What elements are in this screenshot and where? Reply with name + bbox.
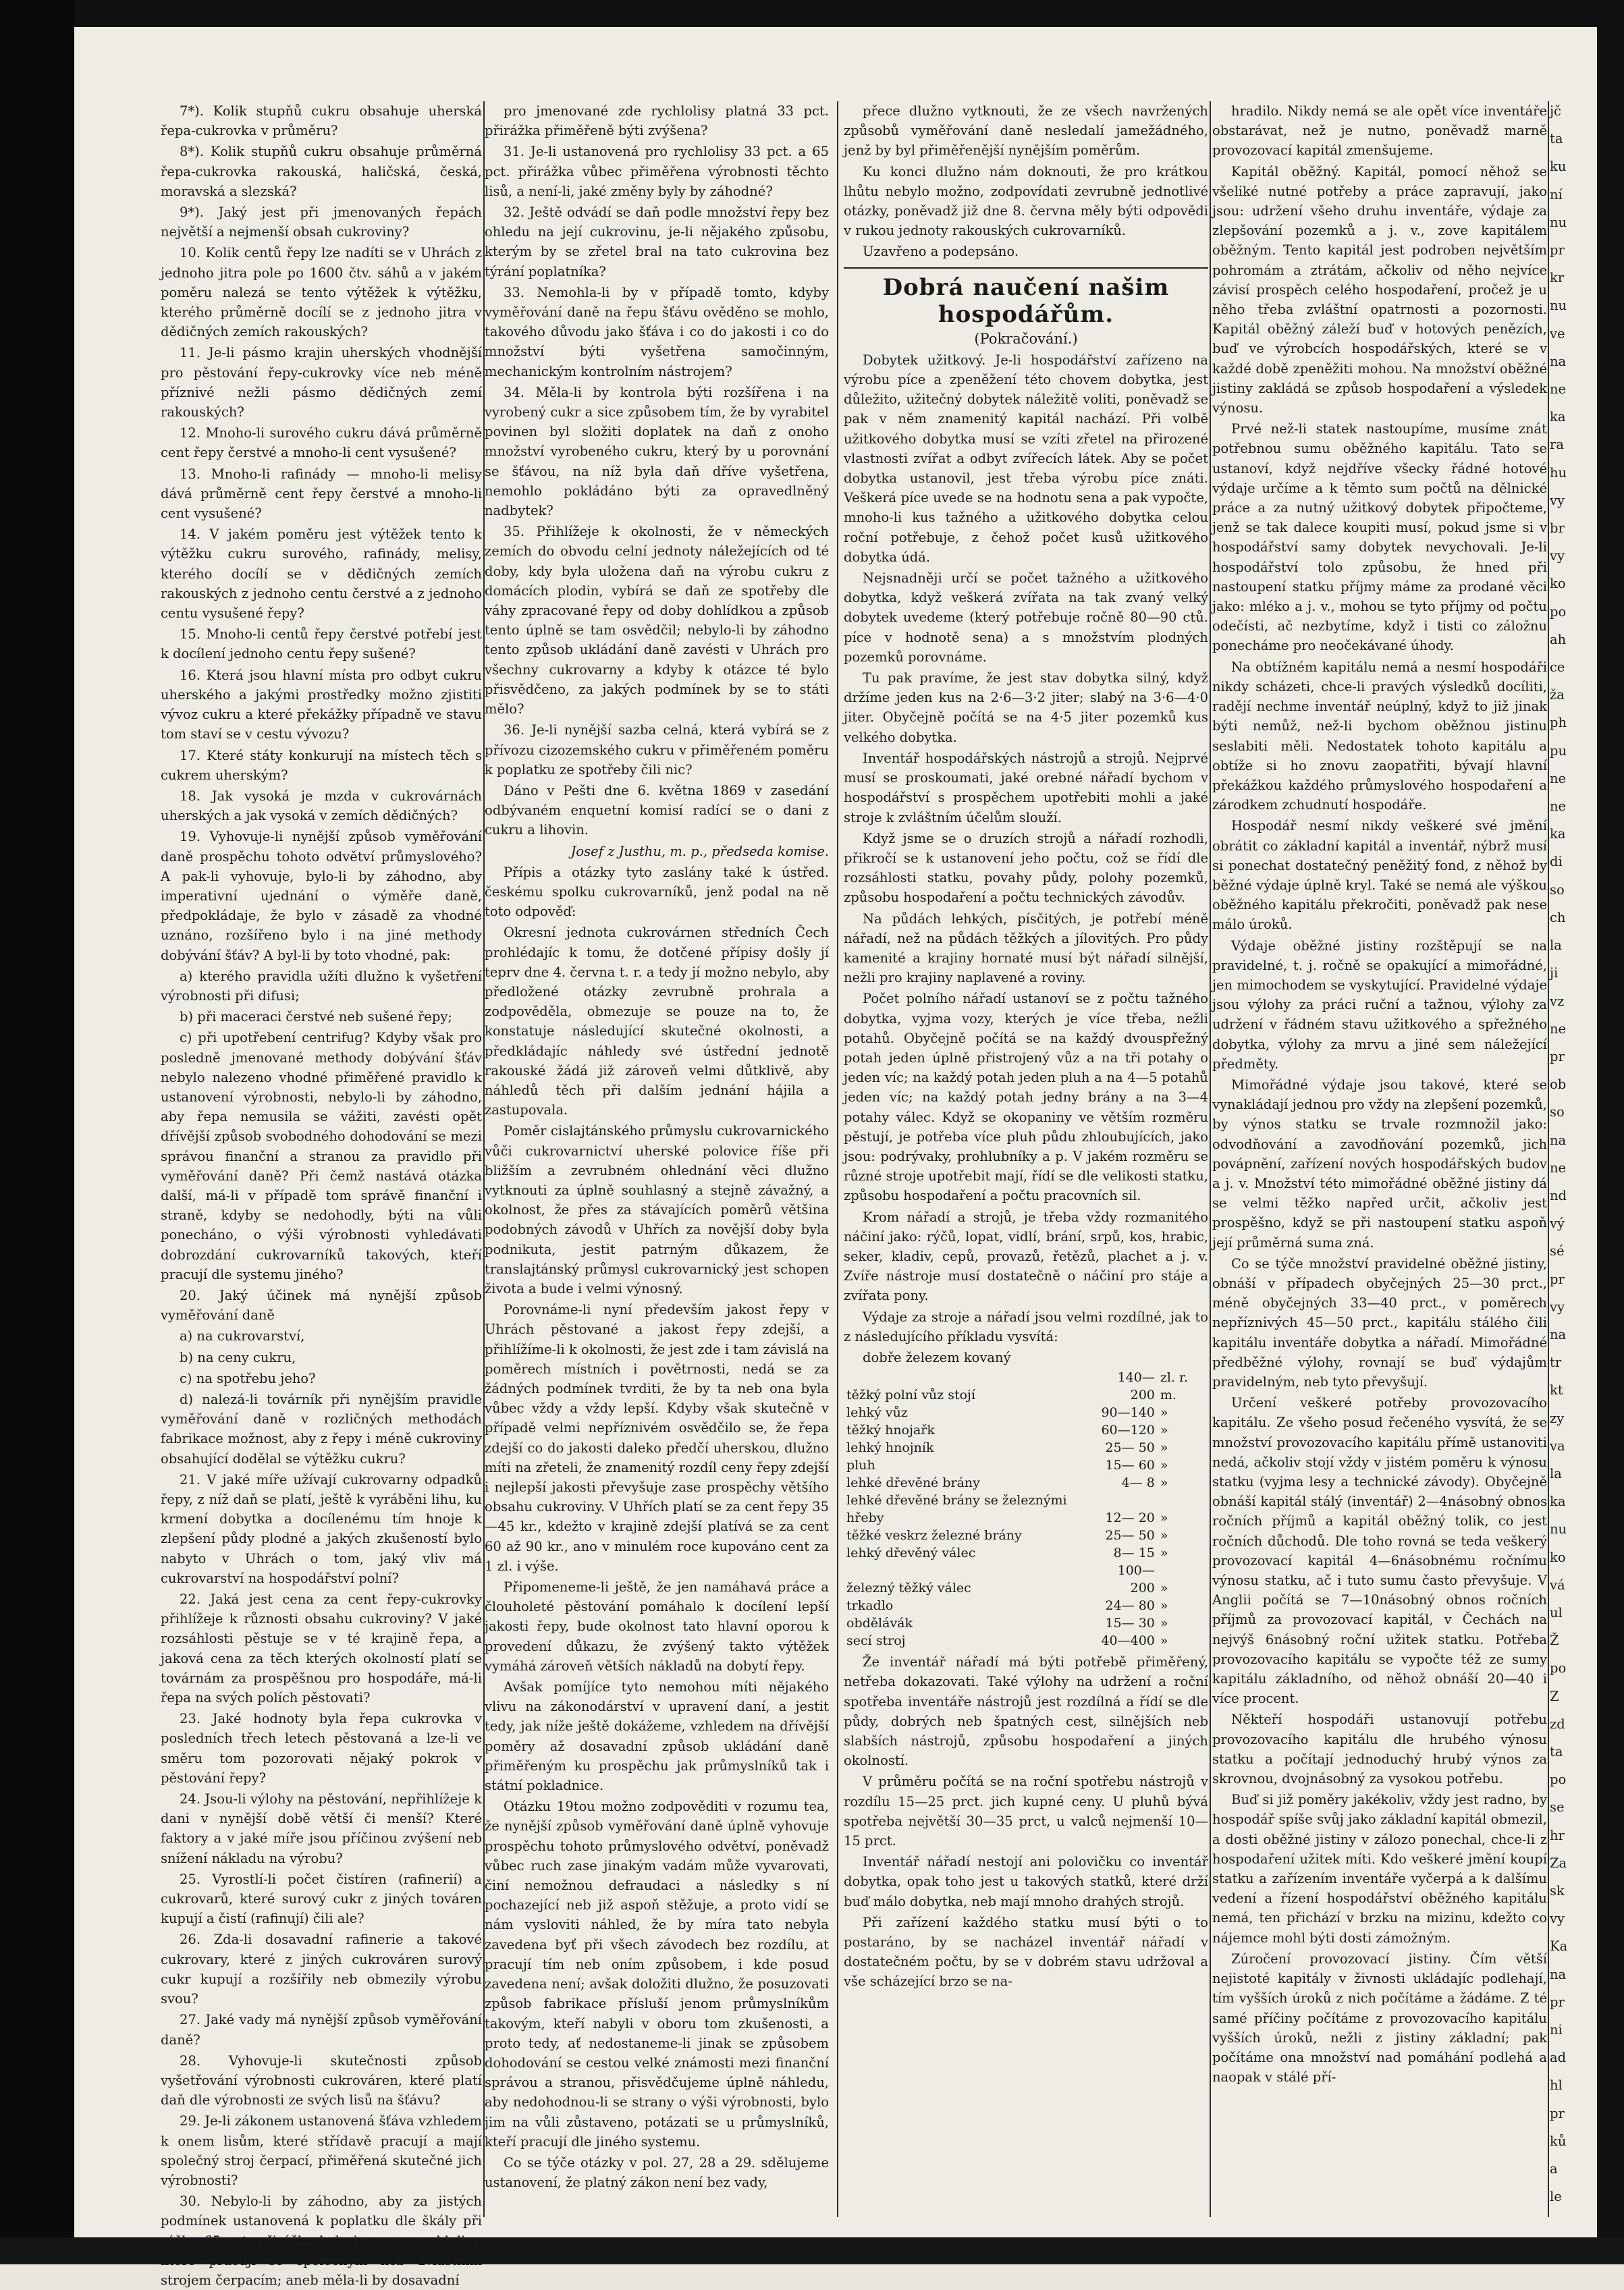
paragraph: a [1550, 2161, 1558, 2177]
paragraph: po [1550, 1660, 1567, 1676]
paragraph: 19. Vyhovuje-li nynější způsob vyměřování daně prospěchu tohoto odvětví průmyslového? A pak-li vyhovuje, bylo-li by záhodno, aby imperativní ujednání o výměře daně, předpokládaje, že bylo v zásadě za vhodné uznáno, rozšířeno bylo i na jiné methody dobývání šťáv? A byl-li by toto vhodné, pak: [161, 829, 482, 963]
paragraph: Hospodář nesmí nikdy veškeré své jmění obrátit co základní kapitál a inventář, nýbrž musí si ponechat dostatečný peněžitý fond, z něhož by běžné výdaje úplně kryl. Také se nemá ale výškou oběžného kapitálu překročiti, poněvadž pak nese málo úroků. [1212, 818, 1547, 933]
tool-price: 24— 80 [1105, 1598, 1155, 1614]
paragraph: ra [1550, 437, 1564, 453]
column-rule-4 [1548, 101, 1549, 2217]
paragraph: ka [1550, 826, 1566, 842]
paragraph: le [1550, 2189, 1562, 2205]
paragraph: pro jmenované zde rychlolisy platná 33 pct. přirážka přiměřeně býti zvýšena? [485, 103, 829, 139]
paragraph: Inventář hospodářských nástrojů a strojů. Nejprvé musí se proskoumati, jaké orebné nářadí bychom v hospodářství s prospěchem upotřebiti mohli a jaké stroje k zvláštním účelům slouží. [844, 750, 1208, 825]
paragraph: 29. Je-li zákonem ustanovená šťáva vzhledem k onem lisům, které střídavě pracují a mají společný stroj čerpací, přiměřená skutečné jich výrobnosti? [161, 2113, 482, 2188]
column-4 [1212, 101, 1547, 2217]
paragraph: hl [1550, 2077, 1563, 2094]
column-5-fragment [1550, 101, 1597, 2217]
paragraph: pr [1550, 242, 1565, 258]
paragraph: 20. Jaký účinek má nynější způsob vyměřování daně [161, 1287, 482, 1324]
tool-unit: » [1160, 1528, 1168, 1544]
paragraph: ža [1550, 687, 1565, 703]
tool-unit: » [1160, 1423, 1168, 1438]
tool-price: 15— 30 [1105, 1616, 1155, 1631]
paragraph: sk [1550, 1883, 1565, 1899]
paragraph: pu [1550, 742, 1567, 759]
tool-price-row [844, 1474, 1208, 1492]
tool-name: lehké dřevěné brány [846, 1475, 980, 1491]
paragraph: vy [1550, 548, 1565, 564]
paragraph: 16. Která jsou hlavní místa pro odbyt cukru uherského a jakými prostředky možno zjistiti vývoz cukru a které překážky případně ve stavu tom staví se v cestu vývozu? [161, 667, 482, 742]
paragraph: 15. Mnoho-li centů řepy čerstvé potřebí jest k docílení jednoho centu řepy sušené? [161, 626, 482, 662]
paragraph: ul [1550, 1604, 1563, 1620]
paragraph: c) při upotřebení centrifug? Kdyby však pro posledně jmenované methody dobývání šťáv nebylo nalezeno vhodné přiměřené pravidlo k ustanovení výrobnosti, nebylo-li by záhodno, aby řepa nemusila se vážiti, zavésti opět dřívější způsob svobodného dohodování se mezi správou finanční a stranou za pravidlo při vyměřování daně? Při čemž nastává otázka další, má-li v případě tom správě finanční i straně, kdyby se nedohodly, býti na vůli ponecháno, o výši výrobnosti vyhledávati dobrozdání cukrovarníků takových, kteří pracují dle systemu jiného? [161, 1030, 482, 1282]
scan-border-right [1597, 0, 1624, 2264]
paragraph: 21. V jaké míře užívají cukrovarny odpadků řepy, z níž daň se platí, ještě k vyráběni lihu, ku krmení dobytka a docílenému tím hnoje k zlepšení půdy plodné a jakých zkušeností bylo nabyto v Uhrách o tom, jaký vliv má cukrovarství na hospodářství polní? [161, 1471, 482, 1586]
column-3 [844, 101, 1208, 2217]
tool-price-row [844, 1492, 1208, 1527]
paragraph: na [1550, 1326, 1567, 1342]
paragraph: 28. Vyhovuje-li skutečnosti způsob vyšetřování výrobnosti cukrováren, které platí daň dle výrobnosti ze svých lisů na šťávu? [161, 2052, 482, 2108]
paragraph: kr [1550, 270, 1565, 286]
paragraph: vy [1550, 492, 1565, 508]
paragraph: ta [1550, 1743, 1563, 1760]
paragraph: pr [1550, 1994, 1565, 2010]
paragraph: ad [1550, 2050, 1567, 2066]
paragraph: Ku konci dlužno nám doknouti, že pro krátkou lhůtu nebylo možno, zodpovídati zevrubně jednotlivé otázky, poněvadž již dne 8. června měly býti odpovědi v rukou jednoty rakouských cukrovarníků. [844, 163, 1208, 239]
tool-price-row [844, 1562, 1208, 1597]
paragraph: 7*). Kolik stupňů cukru obsahuje uherská řepa-cukrovka v průměru? [161, 103, 482, 139]
column-1 [161, 101, 482, 2288]
paragraph: hu [1550, 464, 1567, 481]
paragraph: po [1550, 1772, 1567, 1788]
paragraph: 35. Přihlížeje k okolnosti, že v německých zemích do obvodu celní jednoty náležejících od té doby, kdy byla uložena daň na výrobu cukru z domácích plodin, vybírá se daň ze spotřeby dle váhy zpracované řepy od doby dohlídkou a způsob tento úplně se tam osvědčil; nebylo-li by záhodno tento způsob ukládání daně zavésti v Uhrách pro všechny cukrovarny a kdyby k otázce té bylo přisvědčeno, za jakých podmínek by se to státi mělo? [485, 524, 829, 717]
tool-price: 8— 15 [1113, 1546, 1155, 1561]
paragraph: 17. Které státy konkurují na místech těch s cukrem uherským? [161, 747, 482, 783]
tool-unit: » [1160, 1405, 1168, 1421]
paragraph: přece dlužno vytknouti, že ze všech navržených způsobů vyměřování daně nesledalí jamežádného, jenž by byl přiměřenější nynějším poměrům. [844, 103, 1208, 159]
paragraph: ní [1550, 186, 1563, 202]
tool-unit: » [1160, 1581, 1168, 1596]
tool-price-row [844, 1439, 1208, 1456]
tool-price-row [844, 1421, 1208, 1439]
paragraph: ph [1550, 715, 1567, 731]
paragraph: 11. Je-li pásmo krajin uherských vhodnější pro pěstování řepy-cukrovky více neb méně příznivé nežli pásmo dědičných zemí rakouských? [161, 345, 482, 420]
paragraph: ka [1550, 1494, 1566, 1510]
paragraph: ob [1550, 1076, 1567, 1093]
tool-name: obdělávák [846, 1616, 913, 1631]
paragraph: V průměru počítá se na roční spotřebu nástrojů v rozdílu 15—25 prct. jich kupné ceny. U pluhů bývá spotřeba největší 30—35 prct, u valců nejmenší 10—15 prct. [844, 1774, 1208, 1849]
tool-price-row [844, 1527, 1208, 1544]
paragraph: 8*). Kolik stupňů cukru obsahuje průměrná řepa-cukrovka rakouská, haličská, česká, moravská a slezská? [161, 144, 482, 199]
tool-price: 12— 20 [1105, 1510, 1155, 1526]
signature: Josef z Justhu, m. p., předseda komise. [570, 843, 829, 859]
paragraph: po [1550, 603, 1567, 620]
paragraph: ah [1550, 631, 1567, 647]
section-divider [844, 267, 1208, 269]
tool-name: těžké veskrz železné brány [846, 1528, 1022, 1544]
paragraph: Kapitál oběžný. Kapitál, pomocí něhož se všeliké nutné potřeby a práce zapravují, jako jsou: udržení všeho druhu inventáře, výdaje za zlepšování pozemků a j. v., zove kapitálem oběžným. Tento kapitál jest podroben největším pohromám a ztrátám, ačkoliv od něho nejvíce závisí prospěch celého hospodaření, pročež je u něho třeba zvláštní opatrnosti a pozornosti. Kapitál oběžný záleží buď v hotových penězích, buď ve výrobcích hospodářských, které se v každé době zpeněžiti mohou. Na množství oběžné jistiny zakládá se způsob hospodaření a výsledek výnosu. [1212, 163, 1547, 416]
tool-price-row [844, 1456, 1208, 1474]
paragraph: Mimořádné výdaje jsou takové, které se vynakládají jednou pro vždy na zlepšení pozemků, by výnos statku se trvale rozmnožil jako: odvodňování a zavodňování pozemků, jich povápnění, zařízení nových hospodářských budov a j. v. Množství této mimořádné oběžné jistiny dá se velmi těžko napřed určit, ačkoliv jest prospěšno, když se při nastoupení statku aspoň její průměrná suma zná. [1212, 1076, 1547, 1251]
tool-price-row [844, 1404, 1208, 1421]
paragraph: Avšak pomíjíce tyto nemohou míti nějakého vlivu na zákonodárství v upravení daní, a jestit tedy, jak níže ještě dokážeme, vzhledem na dřívější poměry až dosavadní způsob ukládání daně přiměřeným ku prospěchu jak průmyslníků tak i státní pokladnice. [485, 1679, 829, 1794]
paragraph: 32. Ještě odvádí se daň podle množství řepy bez ohledu na její cukrovinu, je-li nějakého způsobu, kterým by se zřetel bral na tato cukrovina bez týrání poplatníka? [485, 205, 829, 279]
paragraph: 34. Měla-li by kontrola býti rozšířena i na vyrobený cukr a sice způsobem tím, že by vyrabitel povinen byl složiti doplatek na daň z onoho množství vyrobeného cukru, který by u porovnání se šťávou, na níž byla daň dříve vyšetřena, nemohlo pokládáno býti za opravedlněný nadbytek? [485, 384, 829, 519]
paragraph: 25. Vyrostlí-li počet čistíren (rafinerií) a cukrovarů, které surový cukr z jiných továren kupují a čistí (rafinují) čili ale? [161, 1871, 482, 1927]
tool-price: 90—140 [1101, 1405, 1155, 1421]
paragraph: Z [1550, 1688, 1559, 1704]
paragraph: 26. Zda-li dosavadní rafinerie a takové cukrovary, které z jiných cukrováren surový cukr kupují a rozšířily neb obmezily výrobu svou? [161, 1932, 482, 2007]
paragraph: Při zařízení každého statku musí býti o to postaráno, by se nacházel inventář nářadí v dostatečném počtu, by se v dobrém stavu udržoval a vše scházející brzo se na- [844, 1914, 1208, 1990]
paragraph: Počet polního nářadí ustanoví se z počtu tažného dobytka, vyjma vozy, kterých je více třeba, nežli potahů. Obyčejně počítá se na každý dvouspřežný potah jeden úplně přistrojený vůz a na tři potahy o jeden víc; na každý potah jeden pluh a na 4—5 potahů jeden víc; na každý potah jedny brány a na 3—4 potahy válec. Když se okopaniny ve větším rozměru pěstují, je potřeba více pluh půdu zhloubujících, jako jsou: podrývaky, prohlubníky a p. V jakém rozměru se různé stroje upotřebit mají, řídí se dle velikosti statku, způsobu hospodaření a počtu pracovních sil. [844, 991, 1208, 1204]
paragraph: 23. Jaké hodnoty byla řepa cukrovka v posledních třech letech pěstovaná a lze-li ve směru tom pozorovati nějaký pokrok v pěstování řepy? [161, 1711, 482, 1786]
paragraph: zd [1550, 1716, 1565, 1732]
tool-price-row [844, 1614, 1208, 1632]
tool-name: lehký vůz [846, 1405, 908, 1421]
tool-unit: zl. r. m. [1160, 1370, 1189, 1403]
paragraph: ni [1550, 2022, 1563, 2038]
paragraph: di [1550, 854, 1563, 870]
paragraph: ch [1550, 909, 1566, 925]
paragraph: la [1550, 937, 1562, 954]
paragraph: ne [1550, 770, 1567, 786]
tool-name: pluh [846, 1458, 875, 1473]
paragraph: Výdaje za stroje a nářadí jsou velmi rozdílné, jak to z následujícího příkladu vysvítá: [844, 1309, 1208, 1344]
paragraph: pr [1550, 1048, 1565, 1064]
paragraph: Připomeneme-li ještě, že jen namáhavá práce a člouholeté pěstování pomáhalo k docílení lepší jakosti řepy, bude okolnost tato hlavní oporou k provedení důkazu, že zvýšený takto výtěžek vymáhá zároveň větších nákladů na dobytí řepy. [485, 1579, 829, 1674]
paragraph: b) při maceraci čerstvé neb sušené řepy; [180, 1009, 452, 1025]
paragraph: Za [1550, 1855, 1567, 1871]
column-rule-3 [1210, 101, 1211, 2217]
paragraph: na [1550, 1966, 1567, 1982]
tool-price-row [844, 1632, 1208, 1650]
paragraph: d) nalezá-li továrník při nynějším pravidle vyměřování daně v rozličných methodách fabrikace možnost, aby z řepy i méně cukroviny obsahující dodělal se výtěžku cukru? [161, 1392, 482, 1467]
paragraph: ka [1550, 409, 1566, 425]
paragraph: ve [1550, 325, 1565, 342]
paragraph: a) kterého pravidla užíti dlužno k vyšetření výrobnosti při difusi; [161, 968, 482, 1004]
tool-unit: » [1160, 1633, 1168, 1649]
paragraph: ne [1550, 1020, 1567, 1037]
paragraph: hradilo. Nikdy nemá se ale opět více inventáře obstarávat, než je nutno, poněvadž marně provozovací kapitál zmenšujeme. [1212, 103, 1547, 159]
paragraph: Na obtížném kapitálu nemá a nesmí hospodáři nikdy scházeti, chce-li pravých výsledků docíliti, radějí nechme inventář neúplný, když to již jinak býti nemůž, než-li bychom oběžnou jistinu seslabiti měli. Nedostatek tohoto kapitálu a obtíže si ho znovu zaopatřiti, bývají hlavní překážkou každého průmyslového hospodaření a zárodkem zchudnutí hospodáře. [1212, 659, 1547, 813]
paragraph: nu [1550, 1521, 1567, 1537]
tool-price: 40—400 [1101, 1633, 1155, 1649]
tool-price: 100—200 [1117, 1563, 1155, 1596]
continued-note: (Pokračování.) [974, 330, 1078, 347]
paragraph: Inventář nářadí nestojí ani polovičku co inventář dobytka, opak toho jest u takových statků, které drží buď málo dobytka, neb mají mnoho drahých strojů. [844, 1854, 1208, 1909]
tool-name: lehké dřevěné brány se železnými hřeby [846, 1493, 1067, 1526]
tool-price: 60—120 [1101, 1423, 1155, 1438]
paragraph: Přípis a otázky tyto zaslány také k ústřed. českému spolku cukrovarníků, jenž podal na ně toto odpověď: [485, 864, 829, 920]
paragraph: 30. Nebylo-li by záhodno, aby za jistých podmínek ustanovená k poplatku dle škály při rážku 65 pct. přirážka bylo i na ony rychlolisy, které pracují se společným neb zvláštním strojem čerpacím; aneb měla-li by dosavadní [161, 2193, 482, 2288]
paragraph: 27. Jaké vady má nynější způsob vyměřování daně? [161, 2012, 482, 2048]
paragraph: Určení veškeré potřeby provozovacího kapitálu. Ze všeho posud řečeného vysvítá, že se množství provozovacího kapitálu přímě ustanoviti nedá, ačkoliv stojí vždy v jistém poměru k výnosu statku (vyjma lesy a technické závody). Obyčejně obnáší kapitál stálý (inventář) 2—4násobný obnos ročních příjmů a kapitál oběžný tolik, co jest ročních důchodů. Dle toho rovná se teda veškerý provozovací kapitál 4—6násobnému ročnímu výnosu statku, ač i tuto sumu často převyšuje. V Anglii počítá se 7—10násobný obnos ročních příjmů za provozovací kapitál, v Čechách na nejvýš 6násobný roční užitek statku. Potřeba provozovacího kapitálu se vypočte též ze sumy kapitálu základního, od něhož obnáší 20—40 i více procent. [1212, 1395, 1547, 1707]
paragraph: ne [1550, 798, 1567, 815]
tool-name: trkadlo [846, 1598, 894, 1614]
paragraph: 10. Kolik centů řepy lze nadíti se v Uhrách z jednoho jitra pole po 1600 čtv. sáhů a v jakém poměru nalezá se tento výtěžek k výtěžku, kterého průměrně docílí se z jednoho jitra v dědičných zemích rakouských? [161, 245, 482, 340]
tool-name: železný těžký válec [846, 1581, 971, 1596]
paragraph: b) na ceny cukru, [180, 1349, 296, 1365]
tool-unit: » [1160, 1616, 1168, 1631]
paragraph: Když jsme se o druzích strojů a nářadí rozhodli, přikročí se k ustanovení jeho počtu, což se řídí dle rozsáhlosti statku, povahy půdy, polohy pozemků, způsobu hospodaření a počtu technických závodův. [844, 830, 1208, 906]
paragraph: ne [1550, 381, 1567, 398]
paragraph: pr [1550, 1271, 1565, 1287]
paragraph: se [1550, 1799, 1565, 1816]
tool-name: těžký polní vůz stojí [846, 1388, 976, 1403]
paragraph: Krom nářadí a strojů, je třeba vždy rozmanitého náčiní jako: rýčů, lopat, vidlí, brání, srpů, kos, hrabic, seker, kladiv, cepů, provazů, řetězů, plachet a j. v. Zvíře nástroje musí dostatečně o náčiní pro stáje a zvířata pony. [844, 1209, 1208, 1304]
paragraph: tr [1550, 1355, 1562, 1371]
scan-border-left [0, 0, 74, 2264]
tool-unit: » [1160, 1510, 1168, 1526]
paragraph: vá [1550, 1577, 1565, 1593]
tool-price: 25— 50 [1105, 1440, 1155, 1456]
paragraph: vy [1550, 1911, 1565, 1927]
paragraph: Zúročení provozovací jistiny. Čím větší nejistoté kapitály v živnosti ukládajíc podlehají, tím vyšších úroků z nich počítáme a žádáme. Z té samé příčiny počítáme z provozovacího kapitálu vyšších úroků, nežli z jistiny základní; pak počítáme ona množství nad pomáhání podlehá a naopak v stálé pří- [1212, 1951, 1547, 2085]
paragraph: Okresní jednota cukrovárnen středních Čech prohlédajíc k tomu, že dotčené přípisy došly jí teprv dne 4. června t. r. a tedy jí možno nebylo, aby předložené otázky zevrubně prohrala a zodpověděla, obmezuje se pouze na to, že konstatuje následující skutečné okolnosti, a předkládajíc náhledy své ústřední jednotě rakouské žádá již zároveň velmi důtklivě, aby náhledů těch při dalším jednání hájila a zastupovala. [485, 925, 829, 1118]
paragraph: 33. Nemohla-li by v případě tomto, kdyby vyměřování daně na řepu šťávu ověděno se mohlo, takového důvodu jako šťáva i co do jakosti i co do množství býti vyšetřena samočinným, mechanickým kontrolním nástrojem? [485, 284, 829, 379]
paragraph: zy [1550, 1410, 1565, 1426]
paragraph: Buď si již poměry jakékoliv, vždy jest radno, by hospodář spíše svůj jako základní kapitál obmezil, a dosti oběžné jistiny v zálozo ponechal, chce-li z hospodaření užitek míti. Kdo veškeré jmění koupí statku a zařízením inventáře vyčerpá a k dalšímu vedení a řízení hospodářství oběžného kapitálu nemá, ten přichází v brzku na mizinu, kdežto co nájemce mohl býti dosti zámožným. [1212, 1792, 1547, 1946]
paragraph: va [1550, 1438, 1565, 1454]
tool-name: těžký hnojařk [846, 1423, 935, 1438]
paragraph: hr [1550, 1827, 1565, 1843]
scan-border-top [0, 0, 1624, 27]
paragraph: ne [1550, 1160, 1567, 1176]
article-headline: Dobrá naučení našim hospodářům. [882, 273, 1170, 328]
paragraph: 14. V jakém poměru jest výtěžek tento k výtěžku cukru surového, rafinády, melisy, kterého docílí se v dědičných zemích rakouských z jednoho centu čerstvé a z jednoho centu vysušené řepy? [161, 526, 482, 622]
tool-unit: » [1160, 1440, 1168, 1456]
paragraph: Někteří hospodáři ustanovují potřebu provozovacího kapitálu dle hrubého výnosu statku a počítají jednoduchý hrubý výnos za skrovnou, dvojnásobný za vysokou potřebu. [1212, 1712, 1547, 1787]
paragraph: Na půdách lehkých, písčitých, je potřebí méně nářadí, než na půdách těžkých a jílovitých. Pro půdy kamenité a krajiny hornaté musí být nářadí silnější, nežli pro krajiny naplavené a roviny. [844, 910, 1208, 986]
paragraph: 18. Jak vysoká je mzda v cukrovárnách uherských a jak vysoká v zemích dědičných? [161, 788, 482, 824]
paragraph: Že inventář nářadí má býti potřebě přiměřený, netřeba dokazovati. Také výlohy na udržení a roční spotřeba inventáře nástrojů jest rozdílná a řídí se dle půdy, dobrých neb špatných cest, silnějších neb slabších nástrojů, způsobu hospodaření a jiných okolností. [844, 1654, 1208, 1769]
paragraph: kt [1550, 1382, 1563, 1398]
paragraph: Otázku 19tou možno zodpověditi v rozumu tea, že nynější způsob vyměřování daně úplně vyhovuje prospěchu tohoto průmyslového odvětví, poněvadž vůbec ruch zase jinakým vadám může vyvarovati, činí nemožnou defraudaci a následky s ní pochazející neb již aspoň stěžuje, a proto vidí se nám vysloviti náhled, že by míra tato nebyla zavedena byť při všech závodech bez rozdílu, at pracují tím neb oním způsobem, i kde posud zavedena není; avšak doložiti dlužno, že posuzovati způsob fabrikace přísluší jenom průmyslníkům takovým, kteří nabyli v oboru tom zkušenosti, a proto tedy, ať nedostaneme-li jinak se způsobem dohodování se cestou velké známosti mezi finanční správou a stranou, přisvědčujeme úplně náhledu, aby nedohodnou-li se strany o výši výrobnosti, bylo jim na vůli zůstaveno, potázati se u průmyslníků, kteří pracují dle jiného systemu. [485, 1799, 829, 2150]
tool-unit: » [1160, 1475, 1168, 1491]
column-rule-2 [837, 101, 838, 2217]
paragraph: Dáno v Pešti dne 6. května 1869 v zasedání odbývaném enquetní komisí radící se o dani z cukru a lihovin. [485, 782, 829, 838]
tool-price: 140—200 [1117, 1370, 1155, 1403]
paragraph: la [1550, 1465, 1562, 1481]
paragraph: dobře železem kovaný [863, 1349, 1011, 1365]
paragraph: vý [1550, 1216, 1565, 1232]
paragraph: Prvé než-li statek nastoupíme, musíme znát potřebnou sumu oběžného kapitálu. Tato se ustanoví, když nejdříve všecky řádné hotové výdaje určíme a k těmto sum počtů na dělnické práce a za nutný užitkový dobytek připočteme, jenž se tak dalece koupiti musí, pokud jsme si v hospodářství samy dobytek nevychovali. Je-li hospodářství tolo způsobu, že hned při nastoupení statku příjmy máme za prodané věci jako: mléko a j. v., mohou se tyto příjmy od počtu odečísti, ač nezbytíme, když i tisti co záložnu ponecháme pro neočekávané úhody. [1212, 421, 1547, 654]
paragraph: sé [1550, 1243, 1565, 1259]
tool-name: lehký dřevěný válec [846, 1546, 976, 1561]
tool-price-row [844, 1369, 1208, 1404]
paragraph: 31. Je-li ustanovená pro rychlolisy 33 pct. a 65 pct. přirážka vůbec přiměřena výrobnosti těchto lisů, a není-li, jaké změny byly by záhodné? [485, 144, 829, 199]
paragraph: Ž [1550, 1633, 1559, 1649]
paragraph: nu [1550, 214, 1567, 230]
tool-name: secí stroj [846, 1633, 906, 1649]
paragraph: Uzavřeno a podepsáno. [863, 244, 1019, 260]
paragraph: jč [1550, 103, 1561, 119]
paragraph: Ka [1550, 1938, 1568, 1955]
paragraph: 9*). Jaký jest při jmenovaných řepách největší a nejmenší obsah cukroviny? [161, 205, 482, 240]
tool-unit: » [1160, 1598, 1168, 1614]
paragraph: Výdaje oběžné jistiny rozštěpují se na pravidelné, t. j. ročně se opakující a mimořádné, jen mimochodem se vyskytující. Pravidelné výdaje jsou výlohy za práci ruční a tažnou, výlohy za udržení v řádném stavu užitkového a spřežného dobytka, výlohy za mrvu a jiné sem náležející předměty. [1212, 937, 1547, 1072]
paragraph: pr [1550, 2105, 1565, 2121]
paragraph: na [1550, 1132, 1567, 1148]
paragraph: 36. Je-li nynější sazba celná, která vybírá se z přívozu cizozemského cukru v přiměřeném poměru k poplatku ze spotřeby čili nic? [485, 722, 829, 778]
paragraph: ji [1550, 965, 1559, 981]
tool-unit: » [1160, 1458, 1168, 1473]
paragraph: so [1550, 881, 1565, 898]
paragraph: vz [1550, 993, 1565, 1009]
paragraph: Nejsnadněji určí se počet tažného a užitkového dobytka, když veškerá zvířata na tak zvaný velký dobytek uvedeme (který potřebuje ročně 80—90 ctů. píce v hodnotě sena) a s množstvím plodných pozemků porovnáme. [844, 570, 1208, 665]
paragraph: c) na spotřebu jeho? [180, 1370, 316, 1386]
tool-price-row [844, 1544, 1208, 1562]
tool-name: lehký hnojník [846, 1440, 934, 1456]
paragraph: ta [1550, 131, 1563, 147]
tool-price: 15— 60 [1105, 1458, 1155, 1473]
paragraph: nd [1550, 1187, 1567, 1203]
paragraph: vy [1550, 1299, 1565, 1315]
paragraph: na [1550, 353, 1567, 369]
paragraph: 13. Mnoho-li rafinády — mnoho-li melisy dává průměrně cent řepy čerstvé a mnoho-li cent vysušené? [161, 466, 482, 522]
paragraph: 24. Jsou-li výlohy na pěstování, nepřihlížeje k dani v nynější době větší či menší? Které faktory a v jaké míře jsou příčinou zvýšení neb snížení nákladu na výrobu? [161, 1791, 482, 1866]
tool-price-table [844, 1369, 1208, 1650]
paragraph: 22. Jaká jest cena za cent řepy-cukrovky přihlížeje k různosti obsahu cukroviny? V jaké rozsáhlosti pěstuje se v té krajině řepa, a jaková cena za těch kterých okolností platí se továrnám za prospěšnou pro hospodáře, má-li řepa na svých polích pěstovati? [161, 1591, 482, 1706]
paragraph: ce [1550, 659, 1565, 676]
paragraph: Dobytek užitkový. Je-li hospodářství zařízeno na výrobu píce a zpeněžení této chovem dobytka, jest důležito, užitečný dobytek náležitě voliti, poněvadž se pak v něm znamenitý kapitál nachází. Při volbě užitkového dobytka musí se vzíti zřetel na přirozené vlastnosti zvířat a odbyt zvířecích látek. Aby se počet dobytka ustanovil, jest třeba výrobu píce znáti. Veškerá píce uvede se na hodnotu sena a pak vypočte, mnoho-li kus tažného a užitkového dobytka celou roční potřebuje, z čehož počet kusů užitkového dobytka údá. [844, 352, 1208, 565]
paragraph: a) na cukrovarství, [180, 1328, 305, 1344]
paragraph: br [1550, 520, 1565, 537]
paragraph: ko [1550, 1549, 1566, 1565]
paragraph: Poměr cislajtánského průmyslu cukrovarnického vůči cukrovarnictví uherské polovice říše při bližším a zevrubném ohlednání věci dlužno vytknouti za úplně souhlasný a stejně závažný, a okolnost, že přes za stávajících poměrů většina podobných závodů v Uhřích za novější doby byla podnikuta, jestit patrným důkazem, že translajtánský průmysl cukrovarnický jest schopen života a bude i velmi výnosný. [485, 1123, 829, 1297]
paragraph: so [1550, 1104, 1565, 1120]
paragraph: ku [1550, 159, 1567, 175]
paragraph: Co se týče množství pravidelné oběžné jistiny, obnáší v případech obyčejných 25—30 prct., méně obyčejných 33—40 prct., v poměrech nepříznivých 45—50 prct., kapitálu stálého čili kapitálu inventáře dobytka a nářadí. Mimořádné předběžné výlohy, rovnají se buď výdajům pravidelným, neb tyto převyšují. [1212, 1255, 1547, 1390]
paragraph: Porovnáme-li nyní především jakost řepy v Uhrách pěstované a jakost řepy zdejší, a přihlížíme-li k okolnosti, že jest zde i tam závislá na poměrech místních i povětrnosti, nedá se za žádných podmínek tvrditi, že by ta neb ona byla vůbec vždy a vždy lepší. Kdyby však skutečně v případě velmi nepříznivém osvědčilo se, že řepa zdejší co do jakosti daleko předčí uherskou, dlužno míti na zřeteli, že znamenitý rozdíl ceny řepy zdejší i nejlepší jakosti převyšuje zase prospěchy většího obsahu cukroviny. V Uhřích platí se za cent řepy 35—45 kr., kdežto v krajině zdejší platívá se za cent 60 až 90 kr., ano v minulém roce kupováno cent za 1 zl. i výše. [485, 1302, 829, 1574]
paragraph: ko [1550, 576, 1566, 592]
paragraph: ků [1550, 2133, 1567, 2149]
tool-unit: » [1160, 1546, 1168, 1561]
paragraph: Co se týče otázky v pol. 27, 28 a 29. sdělujeme ustanovení, že platný zákon není bez vady, [485, 2154, 829, 2191]
tool-price: 25— 50 [1105, 1528, 1155, 1544]
paragraph: Tu pak pravíme, že jest stav dobytka silný, když držíme jeden kus na 2·6—3·2 jiter; slabý na 3·6—4·0 jiter. Obyčejně počítá se na 4·5 jiter pozemků kus velkého dobytka. [844, 670, 1208, 745]
paragraph: 12. Mnoho-li surového cukru dává průměrně cent řepy čerstvé a mnoho-li cent vysušené? [161, 425, 482, 461]
tool-price-row [844, 1597, 1208, 1614]
tool-price: 4— 8 [1121, 1475, 1155, 1491]
paragraph: nu [1550, 298, 1567, 314]
column-2 [485, 101, 829, 2217]
